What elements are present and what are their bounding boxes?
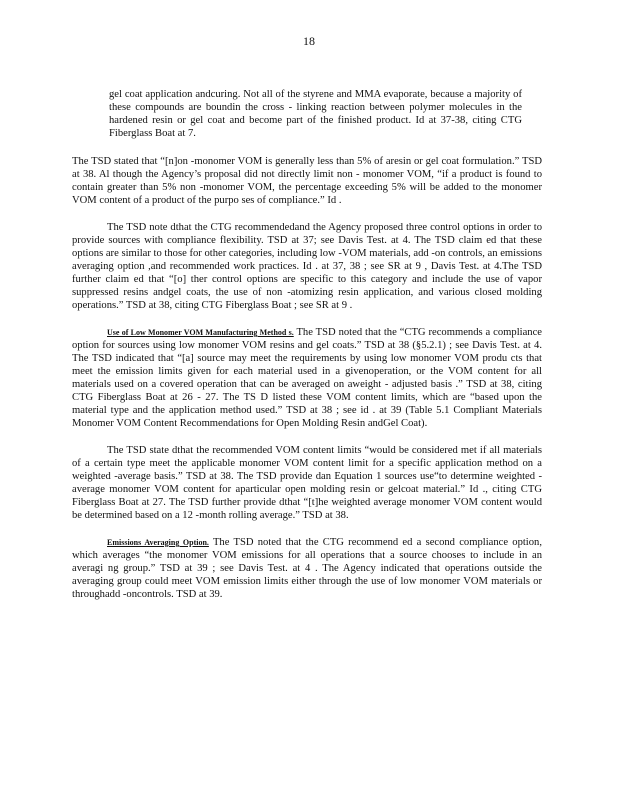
paragraph-control-options: The TSD note dthat the CTG recommendedand the Agency proposed three control options in order to provide sources with compliance flexibility. TSD at 37; see Davis Test. at 4. The TSD claim ed that these options are similar to those for other categories, including low -VOM materials, add -on controls, an emissions averaging option ,and recommended work practices. Id . at 37, 38 ; see SR at 9 , Davis Test. at 4.The TSD further claim ed that “[o] ther control options are specific to this category and include the use of vapor suppressed resins andgel coats, the use of non -atomizing resin application, and various closed molding operations.” TSD at 38, citing CTG Fiberglass Boat ; see SR at 9 . [72,222,542,311]
page-number: 18 [303,34,315,48]
section-heading-emissions-averaging: Emissions Averaging Option. [107,538,209,547]
paragraph-text: The TSD noted that the “CTG recommends a compliance option for sources using low monomer VOM resins and gel coats.” TSD at 38 (§5.2.1) ; see Davis Test. at 4. The TSD indicated that “[a] source may meet the requirements by using low monomer VOM produ cts that meet the emission limits given for each material used in a givenoperation, or the VOM content for all materials used on a covered operation that can be averaged on aweight - adjusted basis .” TSD at 38, citing CTG Fiberglass Boat at 26 - 27. The TS D listed these VOM content limits, which are “based upon the material type and the application method used.” TSD at 38 ; see id . at 39 (Table 5.1 Compliant Materials Monomer VOM Content Recommendations for Open Molding Resin andGel Coat). [72,327,542,429]
paragraph-vom-content-limits: The TSD state dthat the recommended VOM content limits “would be considered met if all materials of a certain type meet the applicable monomer VOM content limit for a specific application method on a weighted -average basis.” TSD at 38. The TSD provide dan Equation 1 sources use“to determine weighted - average monomer VOM content for aparticular open molding resin or gelcoat material.” Id ., citing CTG Fiberglass Boat at 27. The TSD further provide dthat “[t]he weighted average monomer VOM content would be determined based on a 12 -month rolling average.” TSD at 38. [72,445,542,521]
document-body [72,88,542,601]
block-quote-paragraph: gel coat application andcuring. Not all of the styrene and MMA evaporate, because a majority of these compounds are boundin the cross - linking reaction between polymer molecules in the hardened resin or gel coat and become part of the finished product. Id at 37-38, citing CTG Fiberglass Boat at 7. [109,89,522,139]
section-heading-low-monomer: Use of Low Monomer VOM Manufacturing Method s. [107,328,294,337]
paragraph-non-monomer-vom: The TSD stated that “[n]on -monomer VOM is generally less than 5% of aresin or gel coat formulation.” TSD at 38. Al though the Agency’s proposal did not directly limit non - monomer VOM, “if a product is found to contain greater than 5% non -monomer VOM, the percentage exceeding 5% will be added to the monomer VOM content of a product of the purpo ses of compliance.” Id . [72,156,542,206]
paragraph-low-monomer-method [72,326,542,430]
paragraph-text: The TSD noted that the CTG recommend ed a second compliance option, which averages “the monomer VOM emissions for all operations that a source chooses to include in an averagi ng group.” TSD at 39 ; see Davis Test. at 4 . The Agency indicated that operations outside the averaging group could meet VOM emission limits either through the use of low monomer VOM materials or throughadd -oncontrols. TSD at 39. [72,537,542,600]
paragraph-emissions-averaging [72,536,542,601]
